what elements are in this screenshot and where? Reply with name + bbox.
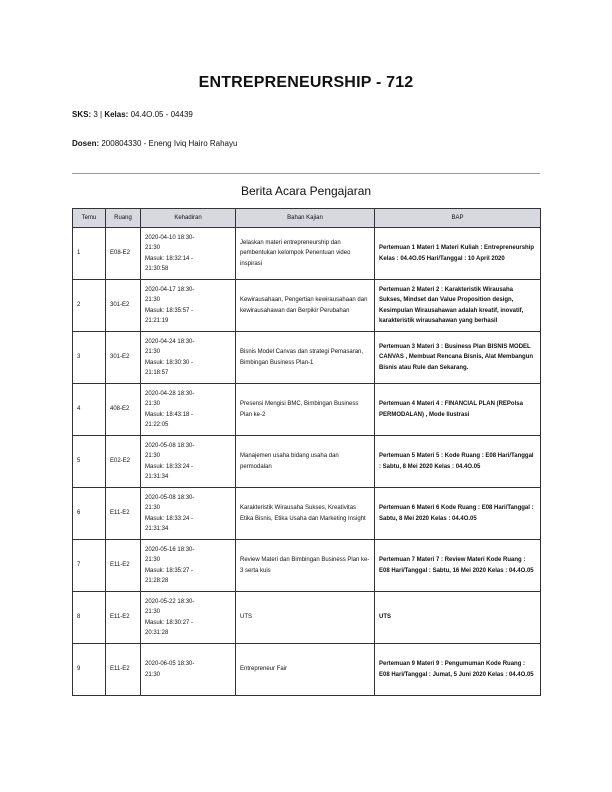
header-temu: Temu <box>73 209 106 228</box>
cell-temu: 3 <box>73 332 106 384</box>
cell-ruang: E11-E2 <box>106 488 141 540</box>
table-row <box>73 488 541 540</box>
cell-bahan-kajian: Manajemen usaha bidang usaha dan permodalan <box>236 436 375 488</box>
cell-temu: 5 <box>73 436 106 488</box>
cell-kehadiran <box>141 280 236 332</box>
cell-bap: Pertemuan 9 Materi 9 : Pengumuman Kode Ruang : E08 Hari/Tanggal : Jumat, 5 Juni 2020 Kelas : 04.4O.05 <box>375 644 541 696</box>
cell-bahan-kajian: Karakteristik Wirausaha Sukses, Kreativitas Etika Bisnis, Etika Usaha dan Marketing Insight <box>236 488 375 540</box>
cell-ruang: E11-E2 <box>106 644 141 696</box>
cell-bap: Pertemuan 4 Materi 4 : FINANCIAL PLAN (REPolsa PERMODALAN) , Mode Ilustrasi <box>375 384 541 436</box>
cell-bap: UTS <box>375 592 541 644</box>
kehadiran-line: Masuk: 18:35:27 - <box>145 567 194 574</box>
table-row <box>73 644 541 696</box>
section-title: Berita Acara Pengajaran <box>240 184 372 198</box>
cell-temu: 2 <box>73 280 106 332</box>
table-header-row <box>73 209 541 228</box>
cell-ruang: 301-E2 <box>106 280 141 332</box>
lecturer-meta <box>72 139 237 148</box>
kehadiran-line: 21:30 <box>145 609 161 615</box>
kehadiran-line: Masuk: 18:43:18 - <box>145 411 194 418</box>
cell-kehadiran <box>141 436 236 488</box>
kehadiran-line: 21:22:05 <box>145 422 169 428</box>
table-row <box>73 540 541 592</box>
kehadiran-line: 21:18:57 <box>145 370 169 376</box>
cell-ruang: E11-E2 <box>106 592 141 644</box>
kehadiran-line: 21:28:28 <box>145 578 169 584</box>
cell-temu: 6 <box>73 488 106 540</box>
cell-bahan-kajian: Kewirausahaan, Pengertian kewirausahaan dan kewirausahawan dan Berpikir Perubahan <box>236 280 375 332</box>
kehadiran-line: 21:30 <box>145 453 161 459</box>
kehadiran-line: 2020-05-22 18:30- <box>145 598 195 605</box>
kehadiran-line: 21:30 <box>145 297 161 303</box>
cell-bahan-kajian: Presensi Mengisi BMC, Bimbingan Business Plan ke-2 <box>236 384 375 436</box>
kehadiran-line: 2020-05-08 18:30- <box>145 494 195 501</box>
header-bap: BAP <box>375 209 541 228</box>
cell-temu: 9 <box>73 644 106 696</box>
cell-kehadiran <box>141 644 236 696</box>
cell-kehadiran <box>141 488 236 540</box>
cell-ruang: 408-E2 <box>106 384 141 436</box>
table-row <box>73 384 541 436</box>
cell-kehadiran <box>141 540 236 592</box>
kehadiran-line: Masuk: 18:33:24 - <box>145 463 194 470</box>
cell-ruang: E02-E2 <box>106 436 141 488</box>
kehadiran-line: 2020-05-16 18:30- <box>145 546 195 553</box>
kehadiran-line: Masuk: 18:30:27 - <box>145 619 194 626</box>
cell-ruang: E08-E2 <box>106 228 141 280</box>
kehadiran-line: 21:30:58 <box>145 266 169 272</box>
kehadiran-line: 21:30 <box>145 401 161 407</box>
kehadiran-line: 21:30 <box>145 349 161 355</box>
kelas-label: Kelas: <box>104 110 129 119</box>
kehadiran-line: 21:30 <box>145 245 161 251</box>
cell-bap: Pertemuan 2 Materi 2 : Karakteristik Wirausaha Sukses, Mindset dan Value Proposition design, Kesimpulan Wirausahawan adalah kreatif, inovatif, karakteristik wirausahawan yang berhasil <box>375 280 541 332</box>
kehadiran-line: 21:30 <box>145 671 161 678</box>
kelas-value: 04.4O.05 - 04439 <box>128 110 193 119</box>
kehadiran-line: 21:30 <box>145 505 161 511</box>
dosen-value: 200804330 - Eneng Iviq Hairo Rahayu <box>99 139 238 148</box>
cell-ruang: 301-E2 <box>106 332 141 384</box>
cell-ruang: E11-E2 <box>106 540 141 592</box>
teaching-record-table <box>72 208 541 696</box>
page-title: ENTREPRENEURSHIP - 712 <box>198 74 414 91</box>
sks-label: SKS: <box>72 110 92 119</box>
table-row <box>73 332 541 384</box>
kehadiran-line: Masuk: 18:33:24 - <box>145 515 194 522</box>
cell-bap: Pertemuan 1 Materi 1 Materi Kuliah : Entrepreneurship Kelas : 04.4O.05 Hari/Tanggal : 10 April 2020 <box>375 228 541 280</box>
divider <box>72 173 540 174</box>
cell-temu: 4 <box>73 384 106 436</box>
cell-bahan-kajian: UTS <box>236 592 375 644</box>
course-meta <box>72 110 193 119</box>
kehadiran-line: 2020-04-17 18:30- <box>145 286 195 293</box>
table-row <box>73 436 541 488</box>
kehadiran-line: 2020-06-05 18:30- <box>145 661 195 667</box>
cell-bahan-kajian: Bisnis Model Canvas dan strategi Pemasaran, Bimbingan Business Plan-1 <box>236 332 375 384</box>
kehadiran-line: 20:31:28 <box>145 630 169 636</box>
dosen-label: Dosen: <box>72 139 100 148</box>
cell-bahan-kajian: Entrepreneur Fair <box>236 644 375 696</box>
kehadiran-line: 21:31:34 <box>145 474 169 480</box>
kehadiran-line: 21:21:19 <box>145 318 169 324</box>
cell-kehadiran <box>141 228 236 280</box>
cell-kehadiran <box>141 592 236 644</box>
cell-bap: Pertemuan 5 Materi 5 : Kode Ruang : E08 Hari/Tanggal : Sabtu, 8 Mei 2020 Kelas : 04.4O.05 <box>375 436 541 488</box>
cell-kehadiran <box>141 332 236 384</box>
table-row <box>73 228 541 280</box>
cell-kehadiran <box>141 384 236 436</box>
cell-bahan-kajian: Jelaskan materi entrepreneurship dan pembentukan kelompok Penentuan video inspirasi <box>236 228 375 280</box>
header-bahan-kajian: Bahan Kajian <box>236 209 375 228</box>
table-row <box>73 592 541 644</box>
cell-bap: Pertemuan 3 Materi 3 : Business Plan BISNIS MODEL CANVAS , Membuat Rencana Bisnis, Alat Membangun Bisnis atau Rule dan Sekarang. <box>375 332 541 384</box>
kehadiran-line: 2020-04-10 18:30- <box>145 234 195 241</box>
kehadiran-line: Masuk: 18:35:57 - <box>145 307 194 314</box>
kehadiran-line: 2020-05-08 18:30- <box>145 442 195 449</box>
kehadiran-line: 21:30 <box>145 557 161 563</box>
cell-bap: Pertemuan 6 Materi 6 Kode Ruang : E08 Hari/Tanggal : Sabtu, 8 Mei 2020 Kelas : 04.4O.05 <box>375 488 541 540</box>
table-row <box>73 280 541 332</box>
sks-value: 3 | <box>91 110 105 119</box>
kehadiran-line: Masuk: 18:32:14 - <box>145 255 194 262</box>
header-ruang: Ruang <box>106 209 141 228</box>
cell-bahan-kajian: Review Materi dan Bimbingan Business Plan ke-3 serta kuis <box>236 540 375 592</box>
cell-temu: 7 <box>73 540 106 592</box>
cell-bap: Pertemuan 7 Materi 7 : Review Materi Kode Ruang : E08 Hari/Tanggal : Sabtu, 16 Mei 2020 Kelas : 04.4O.05 <box>375 540 541 592</box>
kehadiran-line: 2020-04-28 18:30- <box>145 390 195 397</box>
kehadiran-line: 2020-04-24 18:30- <box>145 338 195 345</box>
header-kehadiran: Kehadiran <box>141 209 236 228</box>
kehadiran-line: Masuk: 18:30:30 - <box>145 359 194 366</box>
kehadiran-line: 21:31:34 <box>145 526 169 532</box>
cell-temu: 1 <box>73 228 106 280</box>
cell-temu: 8 <box>73 592 106 644</box>
